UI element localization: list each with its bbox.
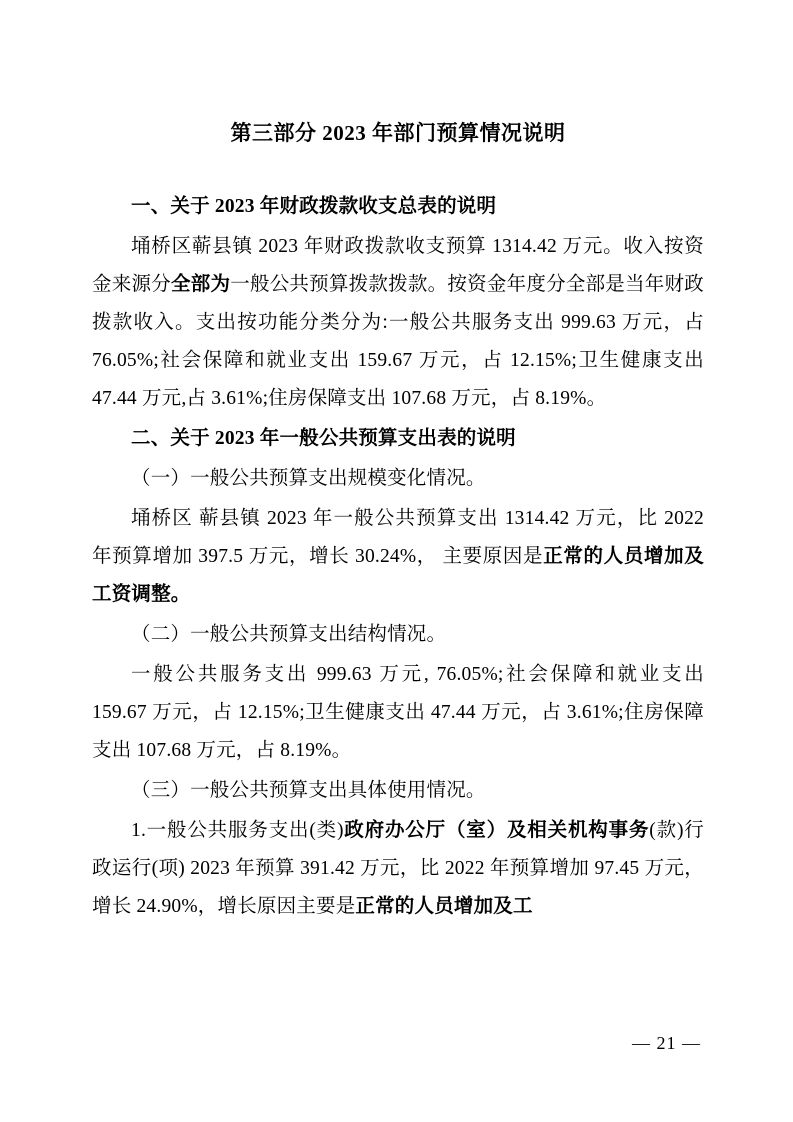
section-heading-1-pre: 一、关于: [131, 195, 215, 217]
run-text-bold: 全部为: [170, 273, 231, 295]
paragraph-2-3: （二）一般公共预算支出结构情况。: [131, 623, 447, 645]
section-heading-2-year: 2023: [214, 427, 255, 449]
page-number: — 21 —: [632, 1033, 701, 1053]
document-body: [92, 118, 704, 928]
section-heading-2-pre: 二、关于: [131, 427, 215, 449]
paragraph-1-1: [92, 228, 704, 418]
run-text-bold: 政府办公厅（室）及相关机构事务: [343, 819, 650, 841]
run-text: 埇桥区 蕲县镇 2023 年一般公共预算支出 1314.42 万元，比 2022 年预算增加 397.5 万元，增长 30.24%， 主要原因是: [92, 507, 704, 567]
paragraph-2-1: （一）一般公共预算支出规模变化情况。: [131, 467, 486, 489]
section-heading-2: [92, 420, 704, 458]
run-text: 一般公共预算拨款拨款。按资金年度分全部是当年财政拨款收入。支出按功能分类分为:一般公共服务支出 999.63 万元，占 76.05%;社会保障和就业支出 159.67 万元，占 12.15%;卫生健康支出 47.44 万元,占 3.61%;住房保障支出 107.68 万元，占 8.19%。: [92, 273, 704, 409]
section-heading-1-year: 2023: [214, 195, 255, 217]
page-title: 第三部分 2023 年部门预算情况说明: [230, 121, 566, 145]
section-heading-2-post: 年一般公共预算支出表的说明: [254, 427, 516, 449]
run-text-bold: 正常的人员增加及工: [355, 895, 533, 917]
run-text: 1.一般公共服务支出(类): [131, 819, 344, 841]
run-text: (款)行政运行(项) 2023 年预算 391.42 万元，比 2022 年预算增加 97.45 万元，增长 24.90%，增长原因主要是: [92, 819, 704, 917]
paragraph-2-4: 一般公共服务支出 999.63 万元, 76.05%;社会保障和就业支出 159.67 万元，占 12.15%;卫生健康支出 47.44 万元，占 3.61%;住房保障支出 107.68 万元，占 8.19%。: [92, 663, 704, 761]
paragraph-2-2: [92, 500, 704, 614]
section-heading-1-post: 年财政拨款收支总表的说明: [254, 195, 497, 217]
section-heading-1: [92, 188, 704, 226]
paragraph-2-6: [92, 812, 704, 926]
run-text-bold: 正常的人员增加及工资调整。: [92, 545, 704, 605]
paragraph-2-5: （三）一般公共预算支出具体使用情况。: [131, 779, 486, 801]
run-text: 埇桥区蕲县镇 2023 年财政拨款收支预算 1314.42 万元。收入按资金来源分: [92, 235, 704, 295]
